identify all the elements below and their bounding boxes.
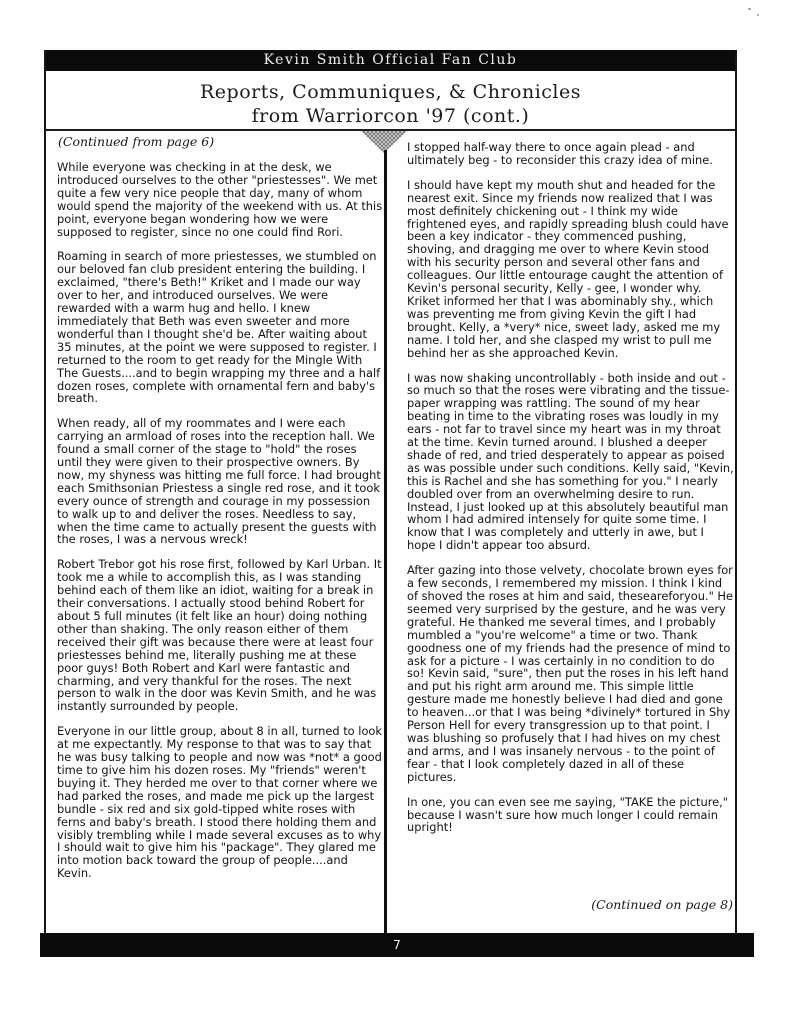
paragraph: Everyone in our little group, about 8 in all, turned to look at me expectantly. My response to that was to say that he was busy talking to people and now was *not* a good time to give him his dozen roses. My "friends" weren't buying it. They herded me over to that corner where we had parked the roses, and made me pick up the largest bundle - six red and six gold-tipped white roses with ferns and baby's breath. I stood there holding them and visibly trembling while I made several excuses as to why I should wait to give him his "package". They glared me into motion back toward the group of people....and Kevin.	[57, 724, 382, 881]
paragraph: While everyone was checking in at the desk, we introduced ourselves to the other "priestesses". We met quite a few very nice people that day, many of whom would spend the majority of the weekend with us. At this point, everyone began wondering how we were supposed to register, since no one could find Rori.	[57, 160, 383, 239]
paragraph: Robert Trebor got his rose first, followed by Karl Urban. It took me a while to accomplish this, as I was standing behind each of them like an idiot, waiting for a break in their conversations. I actually stood behind Robert for about 5 full minutes (it felt like an hour) doing nothing other than shaking. The only reason either of them received their gift was because there were at least four priestesses behind me, literally pushing me at these poor guys! Both Robert and Karl were fantastic and charming, and very thankful for the roses. The next person to walk in the door was Kevin Smith, and he was instantly surrounded by people.	[57, 557, 382, 714]
article-left-column	[57, 161, 383, 892]
paragraph: Roaming in search of more priestesses, we stumbled on our beloved fan club president entering the building. I exclaimed, "there's Beth!" Kriket and I made our way over to her, and introduced ourselves. We were rewarded with a warm hug and hello. I knew immediately that Beth was even sweeter and more wonderful than I thought she'd be. After waiting about 35 minutes, at the point we were supposed to register. I returned to the room to get ready for the Mingle With The Guests....and to begin wrapping my three and a half dozen roses, complete with ornamental fern and baby's breath.	[57, 249, 381, 406]
continued-on-note: (Continued on page 8)	[591, 897, 733, 912]
footer-bar	[40, 933, 754, 957]
paragraph: After gazing into those velvety, chocolate brown eyes for a few seconds, I remembered my mission. I think I kind of shoved the roses at him and said, theseareforyou." He seemed very surprised by the gesture, and he was very grateful. He thanked me several times, and I probably mumbled a "you're welcome" a time or two. Thank goodness one of my friends had the presence of mind to ask for a picture - I was certainly in no condition to do so! Kevin said, "sure", then put the roses in his left hand and put his right arm around me. This simple little gesture made me honestly believe I had died and gone to heaven...or that I was being *divinely* tortured in Shy Person Hell for every transgression up to that point. I was blushing so profusely that I had hives on my chest and arms, and I was insanely nervous - to the point of fear - that I look completely dazed in all of these pictures.	[407, 563, 734, 784]
paragraph: I should have kept my mouth shut and headed for the nearest exit. Since my friends now realized that I was most definitely chickening out - I think my wide frightened eyes, and rapidly spreading blush could have been a key indicator - they commenced pushing, shoving, and dragging me over to where Kevin stood with his security person and several other fans and colleagues. Our little entourage caught the attention of Kevin's personal security, Kelly - gee, I wonder why. Kriket informed her that I was abominably shy., which was preventing me from giving Kevin the gift I had brought. Kelly, a *very* nice, sweet lady, asked me my name. I told her, and she clasped my wrist to pull me behind her as she approached Kevin.	[407, 177, 729, 360]
club-name: Kevin Smith Official Fan Club	[263, 52, 518, 68]
masthead-bar	[46, 50, 735, 71]
page-border-left	[44, 50, 46, 933]
scan-noise-speck	[748, 8, 751, 10]
title-divider-rule	[44, 129, 737, 131]
page-number: 7	[393, 938, 401, 952]
article-title-line2: from Warriorcon '97 (cont.)	[251, 105, 530, 127]
page-border-right	[735, 50, 737, 933]
scan-noise-speck	[757, 14, 759, 16]
paragraph: I was now shaking uncontrollably - both inside and out - so much so that the roses were vibrating and the tissue-paper wrapping was rattling. The sound of my hear beating in time to the vibrating roses was loudly in my ears - not far to travel since my heart was in my throat at the time. Kevin turned around. I blushed a deeper shade of red, and tried desperately to appear as poised as was possible under such conditions. Kelly said, "Kevin, this is Rachel and she has something for you." I nearly doubled over from an overwhelming desire to run. Instead, I just looked up at this absolutely beautiful man whom I had admired intensely for quite some time. I know that I was completely and utterly in awe, but I hope I didn't appear too absurd.	[407, 370, 734, 553]
paragraph: I stopped half-way there to once again plead - and ultimately beg - to reconsider this crazy idea of mine.	[407, 140, 713, 167]
paragraph: When ready, all of my roommates and I were each carrying an armload of roses into the reception hall. We found a small corner of the stage to "hold" the roses until they were given to their prospective owners. By now, my shyness was hitting me full force. I had brought each Smithsonian Priestess a single red rose, and it took every ounce of strength and courage in my possession to walk up to and deliver the roses. Needless to say, when the time came to actually present the guests with the roses, I was a nervous wreck!	[57, 416, 381, 547]
article-title	[46, 80, 735, 128]
paragraph: In one, you can even see me saying, "TAKE the picture," because I wasn't sure how much longer I could remain upright!	[407, 794, 729, 835]
article-right-column	[407, 141, 735, 846]
continued-from-note: (Continued from page 6)	[58, 134, 215, 149]
article-title-line1: Reports, Communiques, & Chronicles	[199, 81, 581, 103]
column-divider-line	[384, 150, 387, 933]
